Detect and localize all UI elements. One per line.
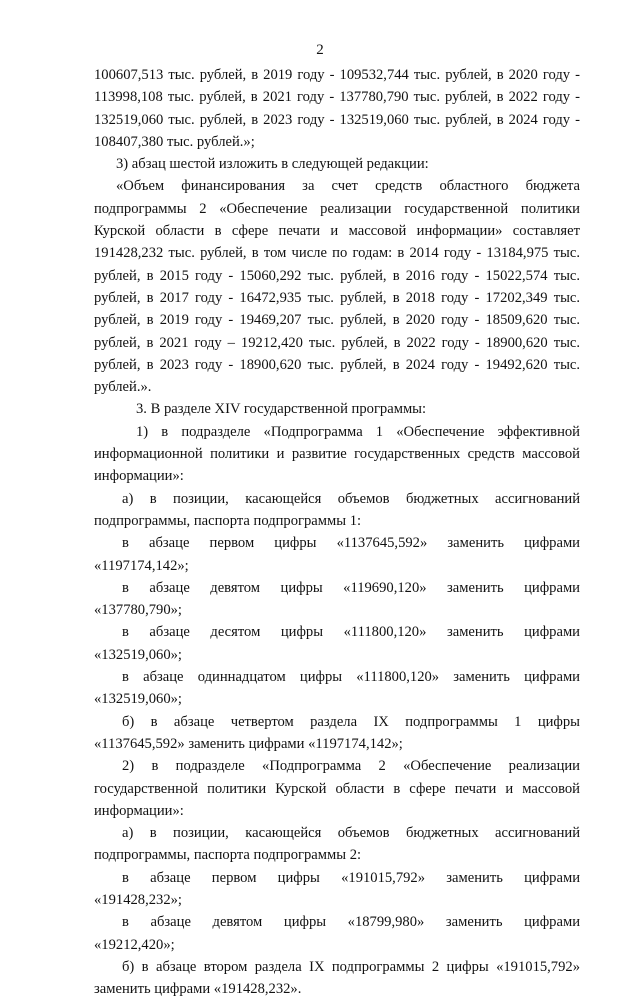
text-line: заменить цифрами «191428,232». [94,981,302,998]
text-line: «19212,420»; [94,936,175,953]
text-line: «Объем финансирования за счет средств областного бюджета [116,178,580,195]
text-line: рублей, в 2023 году - 18900,620 тыс. рублей, в 2024 году - 19492,620 тыс. [94,356,580,373]
text-line: 1) в подразделе «Подпрограмма 1 «Обеспечение эффективной [136,423,580,440]
text-line: в абзаце первом цифры «1137645,592» заменить цифрами [122,535,580,552]
text-line: 113998,108 тыс. рублей, в 2021 году - 137780,790 тыс. рублей, в 2022 году - [94,89,580,106]
text-line: «132519,060»; [94,646,182,663]
text-line: 2) в подразделе «Подпрограмма 2 «Обеспечение реализации [122,758,580,775]
text-line: б) в абзаце втором раздела IX подпрограммы 2 цифры «191015,792» [122,958,580,975]
text-line: 3) абзац шестой изложить в следующей редакции: [116,156,429,173]
text-line: рублей.». [94,379,152,396]
text-line: б) в абзаце четвертом раздела IX подпрограммы 1 цифры [122,713,580,730]
text-line: подпрограммы, паспорта подпрограммы 1: [94,512,362,529]
text-line: «191428,232»; [94,891,182,908]
text-line: в абзаце первом цифры «191015,792» заменить цифрами [122,869,580,886]
text-line: в абзаце девятом цифры «119690,120» заменить цифрами [122,579,580,596]
text-line: 3. В разделе XIV государственной программы: [136,401,427,418]
text-line: подпрограммы, паспорта подпрограммы 2: [94,847,362,864]
text-line: информации»: [94,802,184,819]
text-line: 108407,380 тыс. рублей.»; [94,133,255,150]
text-line: рублей, в 2015 году - 15060,292 тыс. рублей, в 2016 году - 15022,574 тыс. [94,267,580,284]
text-line: в абзаце одиннадцатом цифры «111800,120» заменить цифрами [122,669,580,686]
text-line: информационной политики и развитие государственных средств массовой [94,446,580,463]
text-line: 191428,232 тыс. рублей, в том числе по годам: в 2014 году - 13184,975 тыс. [94,245,580,262]
text-line: 100607,513 тыс. рублей, в 2019 году - 109532,744 тыс. рублей, в 2020 году - [94,67,580,83]
text-line: «137780,790»; [94,602,182,619]
text-line: рублей, в 2017 году - 16472,935 тыс. рублей, в 2018 году - 17202,349 тыс. [94,289,580,306]
page-number: 2 [316,42,324,58]
text-line: Курской области в сфере печати и массовой информации» составляет [94,223,580,240]
text-line: «132519,060»; [94,691,182,708]
text-line: в абзаце десятом цифры «111800,120» заменить цифрами [122,624,580,641]
text-line: «1137645,592» заменить цифрами «1197174,142»; [94,735,403,752]
text-line: 132519,060 тыс. рублей, в 2023 году - 132519,060 тыс. рублей, в 2024 году - [94,111,580,128]
text-line: в абзаце девятом цифры «18799,980» заменить цифрами [122,914,580,931]
text-line: информации»: [94,468,184,485]
text-line: подпрограммы 2 «Обеспечение реализации государственной политики [94,200,580,217]
text-line: рублей, в 2021 году – 19212,420 тыс. рублей, в 2022 году - 18900,620 тыс. [94,334,580,351]
text-line: рублей, в 2019 году - 19469,207 тыс. рублей, в 2020 году - 18509,620 тыс. [94,312,580,329]
text-line: «1197174,142»; [94,557,189,574]
text-line: государственной политики Курской области в сфере печати и массовой [94,780,580,797]
text-line: а) в позиции, касающейся объемов бюджетных ассигнований [122,825,580,842]
text-line: а) в позиции, касающейся объемов бюджетных ассигнований [122,490,580,507]
document-body [94,64,580,1000]
